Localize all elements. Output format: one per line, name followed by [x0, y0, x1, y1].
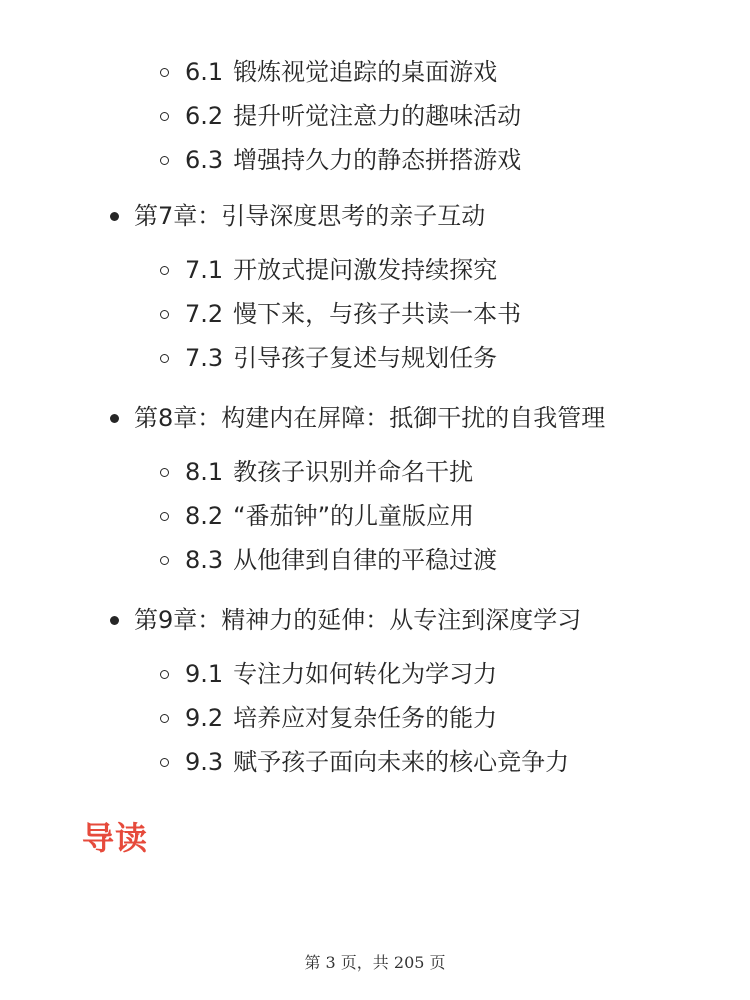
subsection-number: 9.2 [185, 704, 224, 732]
subsection-title: 引导孩子复述与规划任务 [233, 344, 498, 372]
circle-bullet-icon [160, 714, 169, 723]
subsection-number: 8.2 [185, 502, 224, 530]
chapter-8-subsection-list [160, 450, 605, 582]
subsection-title: 从他律到自律的平稳过渡 [233, 546, 498, 574]
chapter-9-subsection-list [160, 652, 581, 784]
subsection-number: 9.1 [185, 660, 224, 688]
bullet-icon [110, 616, 119, 625]
circle-bullet-icon [160, 310, 169, 319]
chapter-8 [110, 396, 605, 582]
subsection-number: 7.1 [185, 256, 224, 284]
chapter-title: 第9章：精神力的延伸：从专注到深度学习 [134, 606, 582, 634]
section-heading: 导读 [82, 819, 149, 857]
subsection-6-2 [160, 94, 521, 138]
circle-bullet-icon [160, 68, 169, 77]
circle-bullet-icon [160, 670, 169, 679]
subsection-number: 6.1 [185, 58, 224, 86]
chapter-7 [110, 194, 521, 380]
circle-bullet-icon [160, 354, 169, 363]
subsection-number: 8.1 [185, 458, 224, 486]
bullet-icon [110, 414, 119, 423]
subsection-title: 增强持久力的静态拼搭游戏 [233, 146, 522, 174]
subsection-title: “番茄钟”的儿童版应用 [233, 502, 475, 530]
subsection-number: 8.3 [185, 546, 224, 574]
subsection-8-3 [160, 538, 605, 582]
chapter-6-subsection-list [160, 50, 521, 182]
subsection-title: 赋予孩子面向未来的核心竞争力 [233, 748, 570, 776]
subsection-7-2 [160, 292, 521, 336]
circle-bullet-icon [160, 156, 169, 165]
subsection-9-3 [160, 740, 581, 784]
subsection-7-1 [160, 248, 521, 292]
circle-bullet-icon [160, 512, 169, 521]
subsection-title: 慢下来，与孩子共读一本书 [233, 300, 522, 328]
chapter-heading [110, 396, 605, 440]
subsection-number: 6.3 [185, 146, 224, 174]
subsection-number: 7.2 [185, 300, 224, 328]
circle-bullet-icon [160, 758, 169, 767]
subsection-7-3 [160, 336, 521, 380]
subsection-6-3 [160, 138, 521, 182]
subsection-number: 7.3 [185, 344, 224, 372]
circle-bullet-icon [160, 266, 169, 275]
subsection-title: 提升听觉注意力的趣味活动 [233, 102, 522, 130]
chapter-title: 第7章：引导深度思考的亲子互动 [134, 202, 486, 230]
circle-bullet-icon [160, 112, 169, 121]
subsection-number: 9.3 [185, 748, 224, 776]
subsection-8-1 [160, 450, 605, 494]
page-footer: 第 3 页，共 205 页 [304, 953, 446, 972]
chapter-heading [110, 194, 521, 238]
subsection-number: 6.2 [185, 102, 224, 130]
chapter-7-subsection-list [160, 248, 521, 380]
subsection-title: 教孩子识别并命名干扰 [233, 458, 474, 486]
circle-bullet-icon [160, 468, 169, 477]
subsection-9-1 [160, 652, 581, 696]
subsection-title: 锻炼视觉追踪的桌面游戏 [233, 58, 498, 86]
subsection-title: 开放式提问激发持续探究 [233, 256, 498, 284]
circle-bullet-icon [160, 556, 169, 565]
subsection-title: 专注力如何转化为学习力 [233, 660, 498, 688]
chapter-9 [110, 598, 581, 784]
subsection-8-2 [160, 494, 605, 538]
chapter-heading [110, 598, 581, 642]
chapter-title: 第8章：构建内在屏障：抵御干扰的自我管理 [134, 404, 606, 432]
subsection-title: 培养应对复杂任务的能力 [233, 704, 498, 732]
subsection-9-2 [160, 696, 581, 740]
subsection-6-1 [160, 50, 521, 94]
bullet-icon [110, 212, 119, 221]
